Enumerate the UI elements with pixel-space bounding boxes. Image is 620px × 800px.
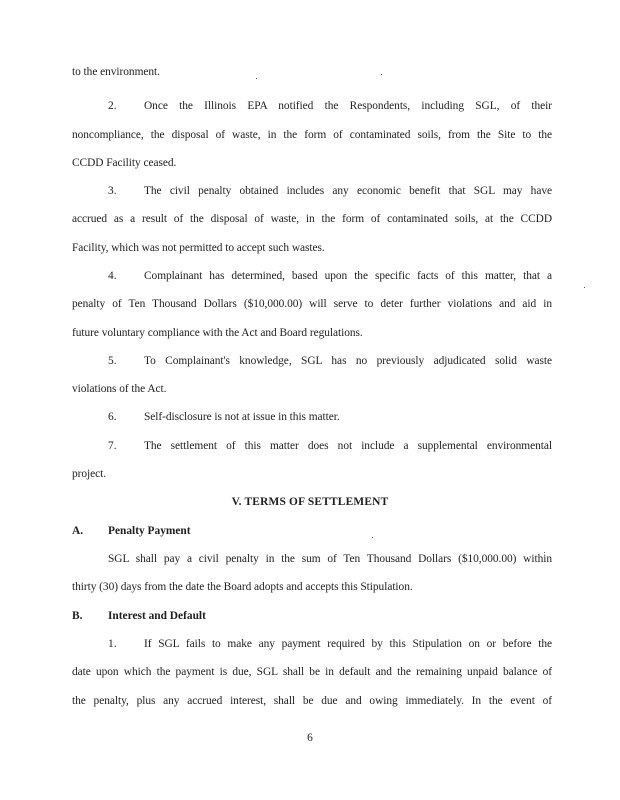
text-line: The settlement of this matter does not include a supplemental environmental xyxy=(144,440,552,452)
paragraph-number: 4. xyxy=(108,270,117,282)
text-line: Once the Illinois EPA notified the Respondents, including SGL, of their xyxy=(144,100,552,112)
text-line: To Complainant's knowledge, SGL has no previously adjudicated solid waste xyxy=(144,355,552,367)
text-line: SGL shall pay a civil penalty in the sum of Ten Thousand Dollars ($10,000.00) within xyxy=(108,553,552,565)
text-line: Self-disclosure is not at issue in this matter. xyxy=(144,411,340,423)
text-line: project. xyxy=(72,468,107,480)
page-number: 6 xyxy=(307,732,313,744)
paragraph-number: 1. xyxy=(108,638,117,650)
text-line: future voluntary compliance with the Act and Board regulations. xyxy=(72,327,363,339)
text-line: to the environment. xyxy=(72,66,160,78)
text-line: accrued as a result of the disposal of waste, in the form of contaminated soils, at the CCDD xyxy=(72,213,552,225)
text-line: The civil penalty obtained includes any economic benefit that SGL may have xyxy=(144,185,552,197)
scan-speck xyxy=(372,537,373,538)
scan-speck xyxy=(256,78,257,79)
subsection-letter: B. xyxy=(72,610,83,622)
paragraph-number: 2. xyxy=(108,100,117,112)
text-line: violations of the Act. xyxy=(72,383,167,395)
text-line: date upon which the payment is due, SGL shall be in default and the remaining unpaid balance of xyxy=(72,666,552,678)
text-line: the penalty, plus any accrued interest, shall be due and owing immediately. In the event of xyxy=(72,695,552,707)
section-heading: V. TERMS OF SETTLEMENT xyxy=(231,496,389,508)
text-line: CCDD Facility ceased. xyxy=(72,157,177,169)
paragraph-number: 6. xyxy=(108,411,117,423)
text-line: penalty of Ten Thousand Dollars ($10,000.00) will serve to deter further violations and aid in xyxy=(72,298,552,310)
subsection-letter: A. xyxy=(72,525,84,537)
subsection-title: Interest and Default xyxy=(108,610,206,622)
text-line: noncompliance, the disposal of waste, in the form of contaminated soils, from the Site to the xyxy=(72,129,552,141)
text-line: If SGL fails to make any payment required by this Stipulation on or before the xyxy=(144,638,552,650)
paragraph-number: 3. xyxy=(108,185,117,197)
scan-speck xyxy=(381,74,382,75)
text-line: thirty (30) days from the date the Board adopts and accepts this Stipulation. xyxy=(72,581,413,593)
paragraph-number: 7. xyxy=(108,440,117,452)
paragraph-number: 5. xyxy=(108,355,117,367)
scan-speck xyxy=(544,552,545,553)
scan-speck xyxy=(584,287,585,288)
text-line: Facility, which was not permitted to accept such wastes. xyxy=(72,242,325,254)
subsection-title: Penalty Payment xyxy=(108,525,191,537)
text-line: Complainant has determined, based upon the specific facts of this matter, that a xyxy=(144,270,552,282)
